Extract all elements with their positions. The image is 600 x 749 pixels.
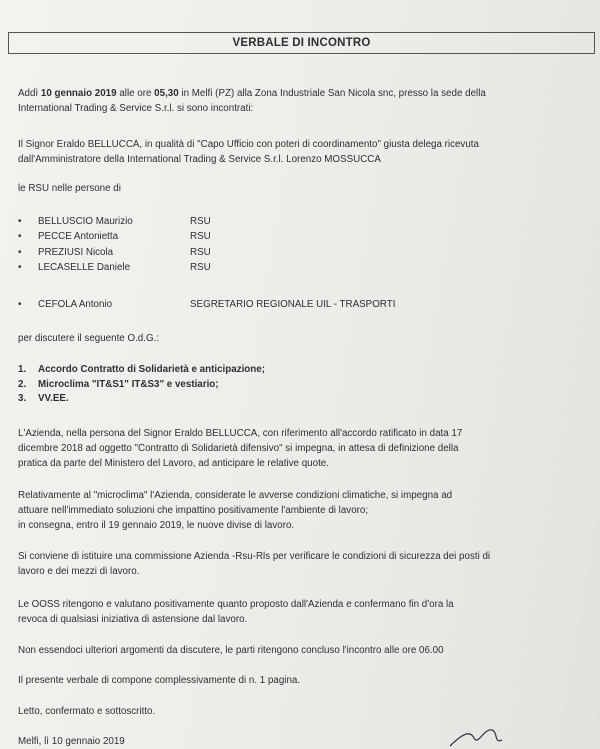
representative-paragraph (18, 137, 590, 167)
bullet: • (18, 299, 22, 310)
bullet: • (18, 216, 22, 227)
paragraph-line: Relativamente al "microclima" l'Azienda, considerate le avverse condizioni climatiche, si impegna ad (18, 490, 453, 501)
place-date: Melfi, lì 10 gennaio 2019 (18, 736, 125, 747)
paragraph-line: Si conviene di istituire una commissione Azienda -Rsu-Rls per verificare le condizioni di sicurezza dei posti di (18, 551, 491, 562)
paragraph-commission (18, 549, 590, 579)
document-title (8, 32, 595, 54)
member-role: RSU (190, 216, 211, 227)
odg-text: Accordo Contratto di Solidarietà e anticipazione; (38, 364, 265, 375)
odg-text: VV.EE. (38, 393, 69, 404)
rsu-list (18, 214, 590, 275)
bullet: • (18, 231, 22, 243)
paragraph-line: pratica da parte del Ministero del Lavoro, ad anticipare le relative quote. (18, 458, 329, 469)
paragraph-line: Le OOSS ritengono e valutano positivamente quanto proposto dall'Azienda e confermano fin d'ora la (18, 599, 454, 610)
paragraph-microclimate (18, 488, 590, 533)
odg-item (18, 378, 590, 393)
representative-line-2: dall'Amministratore della International Trading & Service S.r.l. Lorenzo MOSSUCCA (18, 154, 381, 165)
member-name: BELLUSCIO Maurizio (38, 216, 133, 227)
meeting-date: 10 gennaio 2019 (40, 88, 117, 99)
secretary-role: SEGRETARIO REGIONALE UIL - TRASPORTI (190, 299, 396, 310)
list-item (18, 297, 590, 312)
intro-post: in Melfi (PZ) alla Zona Industriale San Nicola snc, presso la sede della (178, 88, 486, 99)
meeting-time: 05,30 (154, 88, 179, 99)
intro-paragraph (18, 86, 590, 116)
odg-number: 2. (18, 378, 27, 390)
paragraph-ooss (18, 597, 590, 627)
rsu-intro: le RSU nelle persone di (18, 183, 121, 194)
paragraph-line: in consegna, entro il 19 gennaio 2019, le nuove divise di lavoro. (18, 520, 295, 531)
intro-line-1 (18, 86, 590, 101)
odg-list (18, 363, 590, 407)
member-name: PECCE Antonietta (38, 231, 119, 243)
intro-mid: alle ore (116, 88, 155, 99)
secretary-name: CEFOLA Antonio (38, 299, 113, 310)
odg-number: 3. (18, 393, 27, 404)
representative-line-1: Il Signor Eraldo BELLUCCA, in qualità di "Capo Ufficio con poteri di coordinamento" giusta delega ricevuta (18, 139, 479, 150)
odg-item (18, 392, 590, 407)
intro-line-2: International Trading & Service S.r.l. si sono incontrati: (18, 103, 254, 114)
paragraph-solidarity (18, 426, 590, 471)
member-name: LECASELLE Daniele (38, 261, 131, 273)
member-role: RSU (190, 246, 211, 258)
paragraph-line: lavoro e dei mezzi di lavoro. (18, 566, 140, 577)
odg-number: 1. (18, 364, 27, 375)
signature-mark (440, 720, 560, 749)
paragraph-line: dicembre 2018 ad oggetto "Contratto di Solidarietà difensivo" si impegna, in attesa di definizione della (18, 443, 459, 454)
member-name: PREZIUSI Nicola (38, 246, 114, 258)
paragraph-line: L'Azienda, nella persona del Signor Eraldo BELLUCCA, con riferimento all'accordo ratificato in data 17 (18, 428, 463, 439)
odg-text: Microclima "IT&S1" IT&S3" e vestiario; (38, 378, 219, 390)
member-role: RSU (190, 231, 211, 243)
odg-item (18, 363, 590, 378)
secretary-row (18, 297, 590, 312)
list-item (18, 260, 590, 275)
list-item (18, 214, 590, 229)
member-role: RSU (190, 261, 211, 273)
paragraph-conclusion: Non essendoci ulteriori argomenti da discutere, le parti ritengono concluso l'incontro alle ore 06.00 (18, 645, 444, 656)
title-text: VERBALE DI INCONTRO (232, 37, 371, 49)
bullet: • (18, 261, 22, 273)
odg-intro: per discutere il seguente O.d.G.: (18, 333, 160, 344)
paragraph-signed: Letto, confermato e sottoscritto. (18, 706, 156, 717)
paragraph-line: revoca di qualsiasi iniziativa di astensione dal lavoro. (18, 614, 248, 625)
bullet: • (18, 246, 22, 258)
paragraph-pages: Il presente verbale di compone complessivamente di n. 1 pagina. (18, 675, 301, 686)
list-item (18, 245, 590, 260)
paragraph-line: attuare nell'immediato soluzioni che impattino positivamente l'ambiente di lavoro; (18, 505, 369, 516)
intro-pre: Addì (18, 88, 41, 99)
list-item (18, 229, 590, 244)
